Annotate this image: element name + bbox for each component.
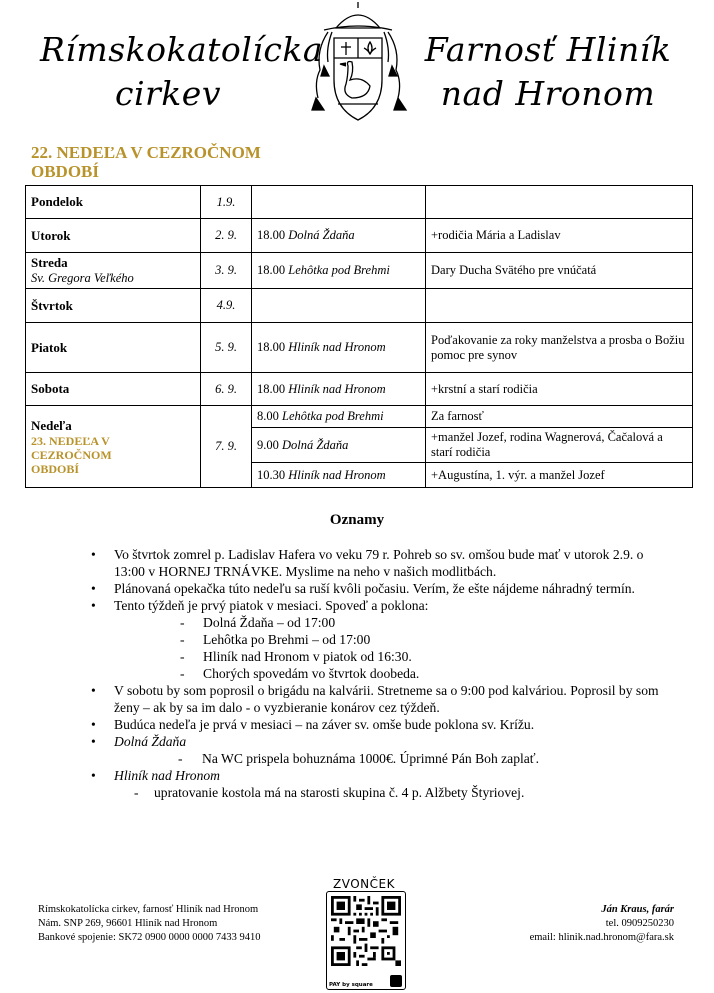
sub-list-item: - Dolná Ždaňa – od 17:00: [180, 615, 336, 630]
sub-list-item: - Chorých spovedám vo štvrtok doobeda.: [180, 666, 420, 681]
sub-list-item: - Na WC prispela bohuznáma 1000€. Úprimné Pán Boh zaplať.: [178, 751, 540, 766]
table-row: [26, 323, 693, 373]
parish-coat-of-arms: [296, 0, 420, 128]
payment-qr-code: [326, 891, 406, 990]
time-place-cell: 10.30 Hliník nad Hronom: [252, 463, 426, 488]
notices-list: [88, 546, 668, 801]
date-cell: 2. 9.: [201, 219, 252, 253]
sub-list-item: - Hliník nad Hronom v piatok od 16:30.: [180, 649, 412, 664]
intention-cell: [426, 289, 693, 323]
header-right-line1: Farnosť Hliník: [424, 30, 672, 69]
date-cell: 3. 9.: [201, 253, 252, 289]
intention-cell: +manžel Jozef, rodina Wagnerová, Čačalová a starí rodičia: [426, 428, 693, 463]
next-sunday-name: 23. NEDEĽA V CEZROČNOM OBDOBÍ: [31, 433, 112, 476]
intention-cell: Za farnosť: [426, 406, 693, 428]
footer-address: Rímskokatolícka cirkev, farnosť Hliník nad Hronom Nám. SNP 269, 96601 Hliník nad Hronom Bankové spojenie: SK72 0900 0000 0000 7433 9410: [38, 904, 261, 943]
day-name: Štvrtok: [31, 297, 73, 313]
date-cell: 1.9.: [201, 186, 252, 219]
day-name: Pondelok: [31, 194, 84, 209]
date-cell: 4.9.: [201, 289, 252, 323]
table-row: [26, 373, 693, 406]
time-place-cell: 18.00 Hliník nad Hronom: [252, 373, 426, 406]
intention-cell: Dary Ducha Svätého pre vnúčatá: [426, 253, 693, 289]
table-row: [26, 186, 693, 219]
intention-cell: [426, 186, 693, 219]
day-name: Streda: [31, 255, 68, 270]
header-right-line2: nad Hronom: [440, 74, 656, 113]
intention-cell: +krstní a starí rodičia: [426, 373, 693, 406]
table-row: [26, 289, 693, 323]
table-row: [26, 406, 693, 428]
intention-cell: +rodičia Mária a Ladislav: [426, 219, 693, 253]
list-item: • Plánovaná opekačka túto nedeľu sa ruší kvôli počasiu. Verím, že ešte nájdeme náhradný termín.: [91, 581, 635, 596]
qr-code-icon: [331, 896, 401, 966]
feast-name: Sv. Gregora Veľkého: [31, 271, 134, 285]
list-item: • Vo štvrtok zomrel p. Ladislav Hafera vo veku 79 r. Pohreb so sv. omšou bude mať v utorok 2.9. o 13:00 v HORNEJ TRNÁVKE. Myslime na neho v našich modlitbách.: [91, 547, 644, 579]
day-name: Utorok: [31, 227, 71, 243]
list-item: • Tento týždeň je prvý piatok v mesiaci. Spoveď a poklona:: [91, 598, 429, 613]
header-left-line1: Rímskokatolícka: [40, 30, 324, 69]
header-left-title: [40, 28, 324, 116]
day-name: Sobota: [31, 381, 70, 396]
time-place-cell: 8.00 Lehôtka pod Brehmi: [252, 406, 426, 428]
time-place-cell: [252, 289, 426, 323]
day-name: Piatok: [31, 339, 68, 355]
date-cell: 5. 9.: [201, 323, 252, 373]
time-place-cell: 18.00 Hliník nad Hronom: [252, 323, 426, 373]
list-item: • Dolná Ždaňa: [91, 734, 187, 749]
list-item: • V sobotu by som poprosil o brigádu na kalvárii. Stretneme sa o 9:00 pod kalváriou. Poprosil by som ženy – ak by sa im dalo - o vyzbieranie konárov cez týždeň.: [91, 683, 659, 715]
table-row: [26, 219, 693, 253]
list-item: • Hliník nad Hronom: [91, 768, 220, 783]
sub-list-item: - Lehôtka po Brehmi – od 17:00: [180, 632, 371, 647]
intention-cell: +Augustína, 1. výr. a manžel Jozef: [426, 463, 693, 488]
header-left-line2: cirkev: [115, 74, 221, 113]
sunday-title: 22. NEDEĽA V CEZROČNOM OBDOBÍ: [31, 143, 261, 181]
sub-list-item: - upratovanie kostola má na starosti skupina č. 4 p. Alžbety Štyriovej.: [134, 785, 525, 800]
pay-by-square-logo-icon: [390, 975, 402, 987]
date-cell: 6. 9.: [201, 373, 252, 406]
qr-title: ZVONČEK: [333, 877, 395, 891]
table-row: [26, 253, 693, 289]
date-cell: 7. 9.: [201, 406, 252, 488]
mass-schedule-table: [25, 185, 693, 488]
list-item: • Budúca nedeľa je prvá v mesiaci – na záver sv. omše bude poklona sv. Krížu.: [91, 717, 535, 732]
time-place-cell: 9.00 Dolná Ždaňa: [252, 428, 426, 463]
time-place-cell: 18.00 Lehôtka pod Brehmi: [252, 253, 426, 289]
pay-by-square-caption: PAY by square: [329, 982, 373, 988]
header-right-title: [420, 28, 676, 116]
day-name: Nedeľa: [31, 417, 72, 433]
intention-cell: Poďakovanie za roky manželstva a prosba o Božiu pomoc pre synov: [426, 323, 693, 373]
time-place-cell: [252, 186, 426, 219]
footer-contact: Ján Kraus, farár tel. 0909250230 email: hlinik.nad.hronom@fara.sk: [529, 904, 674, 943]
notices-title: Oznamy: [329, 512, 385, 528]
time-place-cell: 18.00 Dolná Ždaňa: [252, 219, 426, 253]
